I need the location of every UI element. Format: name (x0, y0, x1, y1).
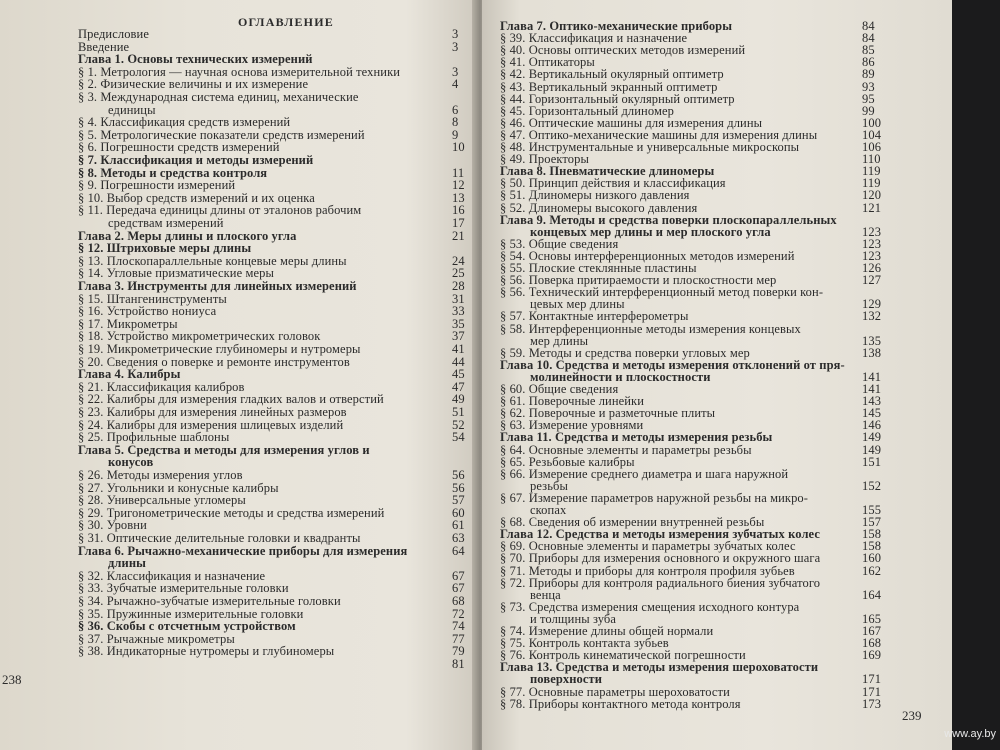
toc-page-number: 99 (862, 103, 875, 118)
toc-page-number: 63 (452, 531, 465, 545)
toc-entry-text: резьбы (530, 478, 568, 493)
toc-page-number: 8 (452, 115, 459, 130)
toc-entry-text: § 27. Угольники и конусные калибры (78, 480, 279, 495)
toc-entry-text: § 52. Длиномеры высокого давления (500, 200, 698, 215)
toc-page-number: 135 (862, 333, 882, 348)
toc-page-number: 11 (452, 165, 465, 180)
toc-page-number: 158 (862, 527, 882, 542)
toc-page-number: 93 (862, 79, 875, 94)
toc-entry-text: § 9. Погрешности измерений (78, 178, 236, 193)
toc-page-number: 9 (452, 127, 459, 142)
toc-page-number: 132 (862, 309, 882, 324)
toc-entry-text: § 31. Оптические делительные головки и квадранты (78, 531, 361, 545)
toc-entry-text: § 45. Горизонтальный длиномер (500, 103, 674, 118)
toc-page-number: 151 (862, 454, 882, 469)
toc-entry-text: § 1. Метрология — научная основа измерительной техники (78, 64, 401, 79)
toc-entry-text: § 58. Интерференционные методы измерения концевых (500, 321, 801, 336)
toc-page-number: 171 (862, 672, 882, 687)
toc-page-number: 149 (862, 442, 882, 457)
toc-entry-text: единицы (108, 102, 156, 117)
toc-page-number: 104 (862, 127, 882, 142)
toc-page-number: 152 (862, 478, 882, 493)
toc-page-number: 12 (452, 178, 465, 193)
toc-entry-text: § 28. Универсальные угломеры (78, 493, 246, 508)
toc-entry-text: § 56. Поверка притираемости и плоскостности мер (500, 273, 777, 288)
toc-page-number: 155 (862, 503, 882, 517)
toc-entry-text: § 23. Калибры для измерения линейных размеров (78, 405, 347, 419)
toc-entry-text: § 10. Выбор средств измерений и их оценка (78, 190, 315, 205)
toc-page-number: 95 (862, 91, 875, 106)
toc-page-number: 41 (452, 342, 465, 356)
toc-page-number: 141 (862, 369, 882, 384)
toc-page-number: 72 (452, 606, 465, 621)
toc-entry-text: § 63. Измерение уровнями (500, 418, 644, 433)
toc-page-number: 129 (862, 297, 882, 312)
toc-page-number: 67 (452, 568, 465, 583)
toc-entry-text: § 57. Контактные интерферометры (500, 309, 689, 324)
toc-entry-text: и толщины зуба (530, 611, 617, 626)
toc-entry-text: § 12. Штриховые меры длины (78, 241, 252, 256)
toc-entry-text: § 42. Вертикальный окулярный оптиметр (500, 67, 724, 82)
toc-entry-text: § 25. Профильные шаблоны (78, 430, 230, 445)
toc-page-number: 100 (862, 115, 882, 130)
toc-entry-text: мер длины (530, 333, 589, 348)
toc-page-number: 79 (452, 644, 465, 659)
toc-entry-text: § 69. Основные элементы и параметры зубчатых колес (500, 539, 796, 554)
toc-page-number: 25 (452, 266, 465, 281)
toc-page-number: 171 (862, 684, 882, 699)
toc-page-number: 89 (862, 67, 875, 82)
toc-entry-text: § 56. Технический интерференционный метод поверки кон- (500, 285, 824, 300)
toc-entry-text: молинейности и плоскостности (530, 369, 711, 384)
toc-page-number: 21 (452, 228, 465, 243)
toc-entry-text: § 16. Устройство нониуса (78, 304, 217, 319)
toc-page-number: 162 (862, 563, 882, 578)
toc-page-number: 24 (452, 253, 465, 268)
page-title: ОГЛАВЛЕНИЕ (238, 15, 334, 29)
toc-entry-text: § 61. Поверочные линейки (500, 394, 645, 409)
toc-entry-text: § 68. Сведения об измерении внутренней резьбы (500, 515, 765, 530)
toc-page-number: 164 (862, 587, 882, 602)
toc-entry-text: § 47. Оптико-механические машины для измерения длины (500, 127, 818, 142)
toc-entry-text: § 72. Приборы для контроля радиального биения зубчатого (500, 575, 821, 590)
toc-entry-text: § 8. Методы и средства контроля (78, 165, 268, 180)
toc-page-number: 57 (452, 493, 465, 508)
toc-page-number: 145 (862, 406, 882, 421)
watermark: www.ay.by (944, 728, 996, 740)
toc-entry-text: § 34. Рычажно-зубчатые измерительные головки (78, 594, 341, 608)
toc-entry-text: § 7. Классификация и методы измерений (78, 153, 314, 167)
toc-page-number: 35 (452, 316, 465, 331)
toc-page-number: 84 (862, 31, 875, 46)
toc-entry-text: Глава 1. Основы технических измерений (78, 52, 313, 67)
toc-entry-text: § 53. Общие сведения (500, 236, 619, 251)
right-page-number: 239 (902, 708, 922, 723)
toc-entry (78, 645, 334, 658)
toc-entry (500, 698, 741, 711)
toc-entry-text: § 15. Штангенинструменты (78, 291, 227, 306)
toc-entry-text: цевых мер длины (530, 297, 625, 312)
toc-page-number: 37 (452, 329, 465, 344)
toc-entry-text: § 13. Плоскопараллельные концевые меры длины (78, 253, 347, 268)
toc-page-number: 45 (452, 367, 465, 382)
toc-entry-text: § 60. Общие сведения (500, 382, 619, 396)
toc-page-number: 127 (862, 273, 882, 288)
toc-page-number: 85 (862, 43, 875, 58)
toc-page-number: 160 (862, 551, 882, 566)
toc-page-number: 67 (452, 581, 465, 596)
toc-entry-text: § 38. Индикаторные нутромеры и глубиномеры (78, 644, 335, 659)
toc-entry-text: § 6. Погрешности средств измерений (78, 140, 280, 155)
toc-entry-text: § 78. Приборы контактного метода контроля (500, 696, 741, 711)
toc-entry-text: § 37. Рычажные микрометры (78, 631, 235, 646)
right-page (482, 0, 952, 750)
toc-entry-text: § 41. Оптикаторы (500, 55, 595, 70)
toc-entry-text: § 40. Основы оптических методов измерений (500, 43, 746, 58)
toc-page-number: 157 (862, 515, 882, 530)
toc-entry-text: § 64. Основные элементы и параметры резьбы (500, 442, 752, 457)
toc-entry-text: Глава 9. Методы и средства поверки плоскопараллельных (500, 212, 837, 227)
toc-page-number: 49 (452, 392, 465, 407)
toc-entry-text: § 62. Поверочные и разметочные плиты (500, 406, 716, 421)
toc-entry-text: § 43. Вертикальный экранный оптиметр (500, 79, 718, 94)
toc-entry-text: § 55. Плоские стеклянные пластины (500, 261, 697, 275)
toc-entry-text: § 36. Скобы с отсчетным устройством (78, 619, 296, 634)
toc-entry-text: § 59. Методы и средства поверки угловых мер (500, 345, 750, 360)
toc-entry-text: § 14. Угловые призматические меры (78, 266, 274, 281)
toc-entry-text: § 21. Классификация калибров (78, 379, 245, 394)
toc-entry-text: конусов (108, 455, 154, 470)
toc-entry-text: § 30. Уровни (78, 518, 147, 533)
toc-page-number: 3 (452, 64, 459, 79)
toc-page-number: 74 (452, 619, 465, 634)
toc-page-number: 143 (862, 394, 882, 409)
toc-page-number: 54 (452, 430, 465, 445)
toc-page-number: 33 (452, 304, 465, 319)
toc-entry-text: § 35. Пружинные измерительные головки (78, 606, 304, 621)
toc-entry-text: венца (530, 587, 561, 602)
toc-page-number: 6 (452, 102, 459, 117)
toc-page-number: 165 (862, 611, 882, 626)
toc-page-number: 149 (862, 430, 882, 445)
toc-page-number: 51 (452, 405, 465, 419)
toc-entry-text: § 74. Измерение длины общей нормали (500, 624, 714, 638)
toc-page-number: 28 (452, 279, 465, 293)
toc-page-number: 44 (452, 354, 465, 369)
toc-page-number: 47 (452, 379, 465, 394)
toc-page-number: 84 (862, 19, 875, 33)
toc-page-number: 86 (862, 55, 875, 70)
toc-entry-text: Глава 7. Оптико-механические приборы (500, 19, 733, 33)
toc-page-number: 168 (862, 636, 882, 651)
toc-entry-text: § 65. Резьбовые калибры (500, 454, 635, 469)
toc-entry-text: длины (108, 556, 146, 571)
toc-page-number: 61 (452, 518, 465, 533)
toc-entry-text: скопах (530, 503, 567, 517)
toc-page-number: 56 (452, 480, 465, 495)
toc-page-number: 52 (452, 417, 465, 432)
toc-entry-text: § 51. Длиномеры низкого давления (500, 188, 690, 203)
toc-entry-text: Глава 10. Средства и методы измерения отклонений от пря- (500, 357, 845, 372)
toc-entry-text: § 26. Методы измерения углов (78, 468, 243, 482)
toc-page-number: 138 (862, 345, 882, 360)
toc-page-number: 167 (862, 624, 882, 638)
toc-page-number: 126 (862, 261, 882, 275)
toc-entry-text: поверхности (530, 672, 603, 687)
toc-entry-text: § 73. Средства измерения смещения исходного контура (500, 599, 800, 614)
toc-entry-text: Глава 5. Средства и методы для измерения углов и (78, 442, 370, 457)
toc-entry-text: Глава 8. Пневматические длиномеры (500, 164, 715, 179)
toc-page-number: 146 (862, 418, 882, 433)
toc-entry-text: § 54. Основы интерференционных методов измерений (500, 248, 795, 263)
toc-entry-text: Введение (78, 39, 130, 54)
toc-page-number: 16 (452, 203, 465, 218)
toc-page-number: 123 (862, 236, 882, 251)
toc-entry-text: § 33. Зубчатые измерительные головки (78, 581, 289, 596)
toc-entry-text: Глава 4. Калибры (78, 367, 181, 382)
toc-entry-text: Глава 11. Средства и методы измерения резьбы (500, 430, 773, 445)
toc-page-number: 169 (862, 648, 882, 663)
toc-entry-text: Предисловие (78, 27, 149, 41)
left-page-number: 238 (2, 672, 22, 687)
toc-entry-text: концевых мер длины и мер плоского угла (530, 224, 771, 239)
toc-page-number: 121 (862, 200, 882, 215)
toc-entry-text: § 17. Микрометры (78, 316, 178, 331)
toc-page-number: 123 (862, 248, 882, 263)
toc-entry-text: § 46. Оптические машины для измерения длины (500, 115, 763, 130)
toc-page-number: 3 (452, 39, 459, 54)
toc-entry-text: Глава 6. Рычажно-механические приборы для измерения (78, 543, 408, 558)
toc-entry-text: § 49. Проекторы (500, 152, 589, 167)
toc-entry-text: § 75. Контроль контакта зубьев (500, 636, 669, 651)
toc-entry-text: § 22. Калибры для измерения гладких валов и отверстий (78, 392, 384, 407)
toc-page-number: 68 (452, 594, 465, 608)
toc-entry-text: § 20. Сведения о поверке и ремонте инструментов (78, 354, 350, 369)
toc-entry-text: средствам измерений (108, 216, 224, 230)
toc-entry-text: § 48. Инструментальные и универсальные микроскопы (500, 140, 800, 154)
toc-entry-text: § 66. Измерение среднего диаметра и шага наружной (500, 466, 789, 481)
toc-page-number: 10 (452, 140, 465, 155)
toc-page-number: 119 (862, 176, 881, 191)
toc-page-number: 13 (452, 190, 465, 205)
toc-page-number: 173 (862, 696, 882, 711)
toc-entry-text: § 11. Передача единицы длины от эталонов рабочим (78, 203, 362, 218)
toc-entry-text: § 18. Устройство микрометрических головок (78, 329, 321, 344)
toc-page-number: 120 (862, 188, 882, 203)
toc-page-number: 56 (452, 468, 465, 482)
toc-entry-text: § 2. Физические величины и их измерение (78, 77, 309, 92)
toc-entry-text: § 29. Тригонометрические методы и средства измерений (78, 505, 385, 520)
toc-page-number: 158 (862, 539, 882, 554)
toc-entry-text: § 39. Классификация и назначение (500, 31, 688, 46)
toc-entry-text: § 76. Контроль кинематической погрешности (500, 648, 746, 663)
toc-page-number: 4 (452, 77, 459, 92)
toc-entry-text: § 77. Основные параметры шероховатости (500, 684, 730, 699)
toc-entry-text: § 32. Классификация и назначение (78, 568, 266, 583)
toc-page-number: 17 (452, 216, 465, 230)
toc-page-number: 60 (452, 505, 465, 520)
toc-entry-text: § 5. Метрологические показатели средств измерений (78, 127, 365, 142)
toc-page-number: 81 (452, 657, 465, 671)
toc-entry-text: Глава 13. Средства и методы измерения шероховатости (500, 660, 819, 675)
toc-entry-text: § 4. Классификация средств измерений (78, 115, 291, 130)
toc-page-number: 123 (862, 224, 882, 239)
toc-page-number: 110 (862, 152, 881, 167)
toc-page-number: 64 (452, 543, 465, 558)
toc-entry-text: § 67. Измерение параметров наружной резьбы на микро- (500, 490, 809, 505)
toc-entry-text: Глава 12. Средства и методы измерения зубчатых колес (500, 527, 821, 542)
toc-entry-text: § 50. Принцип действия и классификация (500, 176, 726, 191)
toc-entry-text: § 24. Калибры для измерения шлицевых изделий (78, 417, 344, 432)
toc-entry-text: § 3. Международная система единиц, механические (78, 90, 359, 104)
toc-entry-text: § 19. Микрометрические глубиномеры и нутромеры (78, 342, 361, 356)
toc-entry-text: § 44. Горизонтальный окулярный оптиметр (500, 91, 735, 106)
toc-page-number: 77 (452, 631, 465, 646)
toc-page-number: 106 (862, 140, 882, 154)
left-page (0, 0, 478, 750)
toc-entry-text: Глава 2. Меры длины и плоского угла (78, 228, 297, 243)
toc-page-number: 31 (452, 291, 465, 306)
toc-entry-text: § 70. Приборы для измерения основного и окружного шага (500, 551, 821, 566)
toc-page-number: 119 (862, 164, 881, 179)
toc-page-number: 3 (452, 27, 459, 41)
toc-page-number: 141 (862, 382, 882, 396)
toc-entry-text: § 71. Методы и приборы для контроля профиля зубьев (500, 563, 795, 578)
toc-entry-text: Глава 3. Инструменты для линейных измерений (78, 279, 357, 293)
